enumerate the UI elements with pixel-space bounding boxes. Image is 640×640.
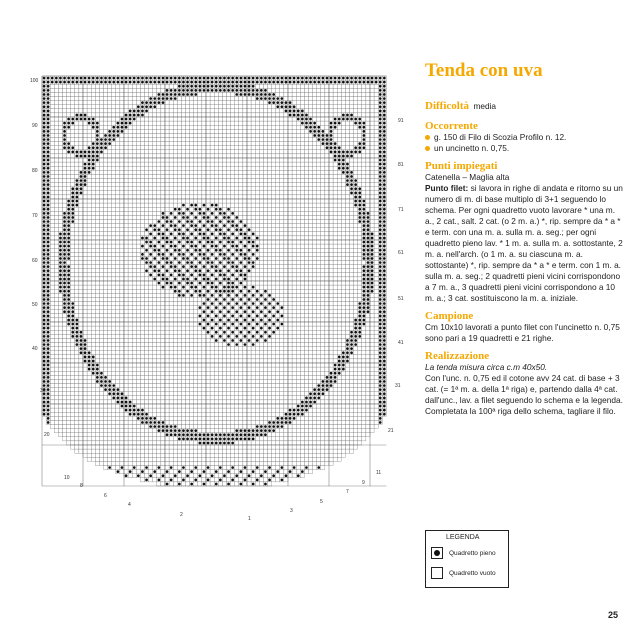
row-number-label: 6 (104, 493, 107, 499)
filet-grid (30, 70, 400, 530)
row-number-label: 3 (290, 508, 293, 514)
legend-empty-row (431, 567, 496, 579)
row-number-label: 100 (30, 78, 39, 84)
realizzazione-size: La tenda misura circa c.m 40x50. (425, 362, 548, 372)
realizzazione-label: Realizzazione (425, 350, 490, 362)
row-number-label: 4 (128, 502, 131, 508)
punto-filet-text: si lavora in righe di andata e ritorno su un numero di m. di base multiplo di 3+1 seguendo lo schema. Per ogni quadretto vuoto lavorare * una m. a., 2 cat., salt. 2 cat. (o 2 m. a.) *, rip. sempre da * a * e term. con una m. a. sulla m. a. seg.; per ogni quadretto pieno lav. * 1 m. a. sulla m. a. sottostante, 2 m. a. nell'arch. (o 1 m. a. su ciascuna m. a. sottostante) *, rip. sempre da * a * e term. con 1 m. a. sulla m. a. seg.; 2 quadretti pieni vicini corrispondono a 7 m. a., 3 quadretti pieni vicini corrispondono a 10 m. a.; 3 cat. sostituiscono la m. a. iniziale. (425, 183, 623, 303)
filled-square-icon (431, 547, 443, 559)
row-number-label: 80 (32, 168, 38, 174)
punti-list: Catenella – Maglia alta (425, 172, 510, 182)
row-number-label: 91 (398, 118, 404, 124)
legend-filled-label: Quadretto pieno (449, 549, 496, 557)
campione-label: Campione (425, 310, 474, 322)
row-number-label: 50 (32, 302, 38, 308)
row-number-label: 7 (346, 489, 349, 495)
empty-square-icon (431, 567, 443, 579)
occorrente-item: un uncinetto n. 0,75. (425, 143, 625, 154)
row-number-label: 41 (398, 340, 404, 346)
row-number-label: 20 (44, 432, 50, 438)
row-number-label: 70 (32, 213, 38, 219)
occorrente-label: Occorrente (425, 120, 478, 132)
punto-filet-label: Punto filet: (425, 183, 469, 193)
punti-label: Punti impiegati (425, 160, 498, 172)
punto-filet-paragraph (425, 183, 625, 304)
row-number-label: 2 (180, 512, 183, 518)
row-number-label: 8 (80, 483, 83, 489)
row-number-label: 31 (395, 383, 401, 389)
realizzazione-text: Con l'unc. n. 0,75 ed il cotone avv 24 cat. di base + 3 cat. (= 1ª m. a. della 1ª riga) e, partendo dalla 4ª cat. dall'unc., lav. a filet seguendo lo schema e la legenda. Completata la 100ª riga dello schema, tagliare il filo. (425, 373, 623, 416)
filet-chart (30, 70, 400, 530)
row-number-label: 40 (32, 346, 38, 352)
occorrente-item: g. 150 di Filo di Scozia Profilo n. 12. (425, 132, 625, 143)
row-number-label: 61 (398, 250, 404, 256)
row-number-label: 10 (64, 475, 70, 481)
row-number-label: 90 (32, 123, 38, 129)
row-number-label: 11 (376, 470, 382, 476)
bullet-icon (425, 146, 430, 151)
row-number-label: 5 (320, 499, 323, 505)
legend-filled-row (431, 547, 496, 559)
row-number-label: 9 (362, 480, 365, 486)
campione-text: Cm 10x10 lavorati a punto filet con l'uncinetto n. 0,75 sono pari a 19 quadretti e 21 righe. (425, 322, 620, 343)
row-number-label: 30 (40, 388, 46, 394)
pattern-title: Tenda con uva (425, 60, 543, 81)
difficolta-label: Difficoltà (425, 100, 469, 112)
row-number-label: 71 (398, 207, 404, 213)
legend-title: LEGENDA (446, 534, 480, 541)
difficolta-value: media (473, 101, 497, 111)
instructions-panel (425, 60, 625, 417)
row-number-label: 21 (388, 428, 394, 434)
legend-empty-label: Quadretto vuoto (449, 569, 496, 577)
row-number-label: 81 (398, 162, 404, 168)
row-number-label: 1 (248, 516, 251, 522)
row-number-label: 51 (398, 296, 404, 302)
bullet-icon (425, 135, 430, 140)
row-number-label: 60 (32, 258, 38, 264)
legend (425, 530, 509, 588)
page-number: 25 (607, 610, 618, 620)
